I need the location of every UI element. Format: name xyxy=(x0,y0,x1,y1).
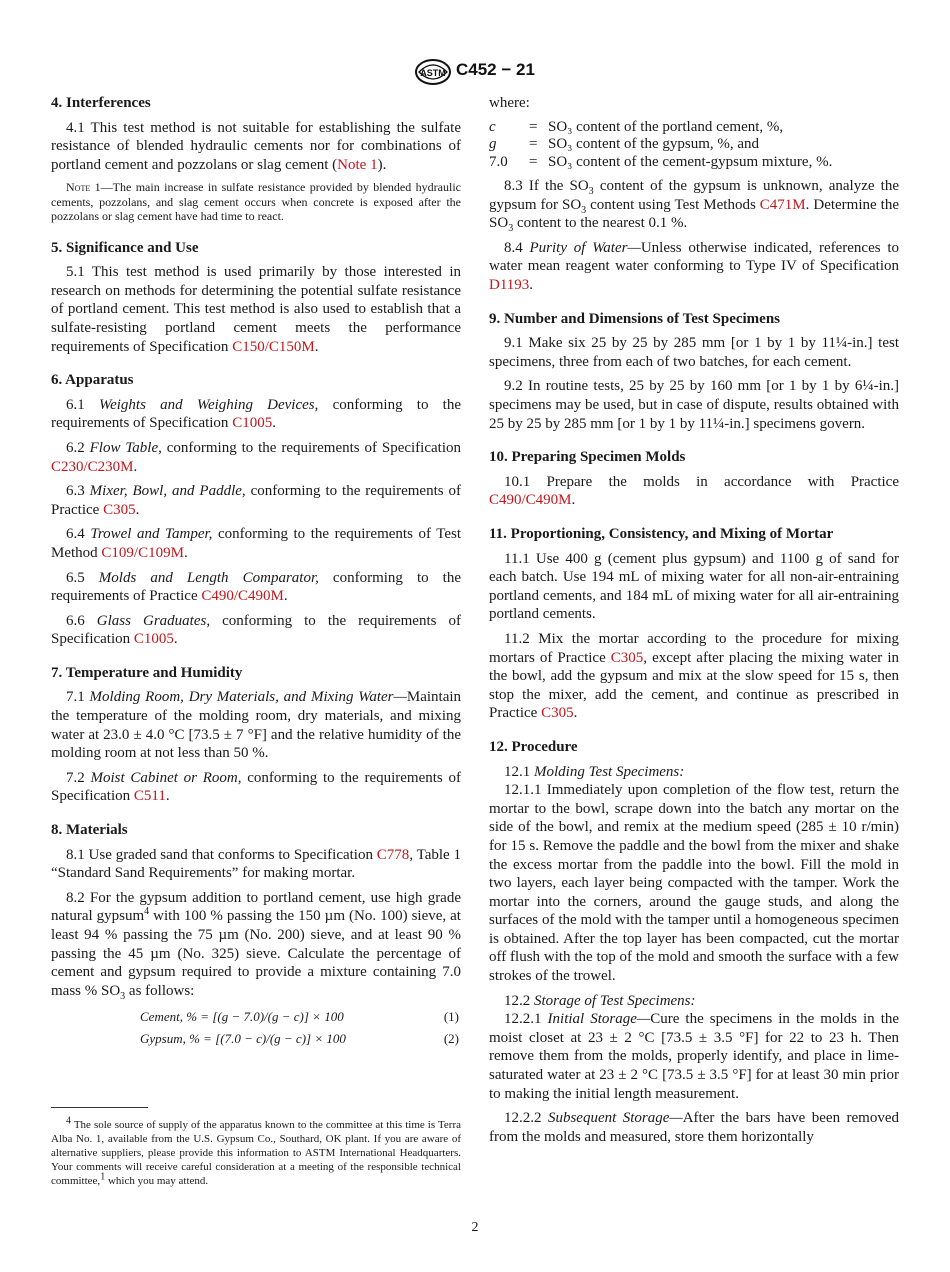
note-1: Note 1—The main increase in sulfate resistance provided by blended hydraulic cements, pozzolans, and slag cement occurs when concrete is exposed after the pozzolans or slag cement have had time to react. xyxy=(51,180,461,224)
paragraph: 8.3 If the $SO_3$ content of the gypsum is unknown, analyze the gypsum for $SO_3$ content using Test Methods C471M. Determine the $SO_3$ content to the nearest 0.1 %. xyxy=(489,178,899,235)
paragraph: 11.2 Mix the mortar according to the procedure for mixing mortars of Practice C305, except after placing the mixing water in the bowl, add the gypsum and mix at the slow speed for 15 s, then stop the mixer, add the cement, and continue as prescribed in Practice C305. xyxy=(489,630,899,722)
page-header xyxy=(0,58,950,84)
paragraph: 6.6 Glass Graduates, conforming to the requirements of Specification C1005. xyxy=(51,612,461,648)
definition-row: 7.0 = SO₃ content of the cement-gypsum mixture, %. xyxy=(489,153,833,170)
reference-link[interactable]: C305 xyxy=(541,705,574,722)
section-heading: 9. Number and Dimensions of Test Specimens xyxy=(489,310,781,327)
paragraph: 9.2 In routine tests, 25 by 25 by 160 mm [or 1 by 1 by 6¼-in.] specimens may be used, but in case of dispute, results obtained with 25 by 25 by 285 mm [or 1 by 1 by 11¼-in.] specimens govern. xyxy=(489,378,899,432)
paragraph: 12.1.1 Immediately upon completion of the flow test, return the mortar to the bowl, scrape down into the batch any mortar on the side of the bowl, and remix at the medium speed (285 ± 10 r/min) for 15 s. Remove the paddle and the bowl from the mixer and shake the excess mortar from the paddle into the bowl. Fill the mold in two layers, each layer being compacted with the tamper. Work the mortar into the corners, around the gauge studs, and along the surfaces of the mold with the tamper until a homogeneous specimen is obtained. After the top layer has been compacted, cut the mortar off flush with the top of the mold and smooth the surface with a few strokes of the trowel. xyxy=(489,782,899,985)
paragraph: 5.1 This test method is used primarily by those interested in research on methods for determining the potential sulfate resistance of portland cement. This test method is also used to establish that a sulfate-resisting portland cement meets the performance requirements of Specification C150/C150M. xyxy=(51,264,461,355)
section-heading: 4. Interferences xyxy=(51,95,151,111)
section-heading: 8. Materials xyxy=(51,822,128,839)
definition-row: c = SO₃ content of the portland cement, %, xyxy=(489,118,784,135)
astm-logo-icon xyxy=(413,58,453,86)
reference-link[interactable]: C1005 xyxy=(232,415,273,432)
paragraph: 12.2.2 Subsequent Storage—After the bars have been removed from the molds and measured, store them horizontally xyxy=(489,1110,900,1145)
definition-row: g = SO₃ content of the gypsum, %, and xyxy=(489,136,760,153)
reference-link[interactable]: C1005 xyxy=(133,631,174,648)
paragraph: 12.2 Storage of Test Specimens: xyxy=(504,992,696,1009)
paragraph: 6.4 Trowel and Tamper, conforming to the requirements of Test Method C109/C109M. xyxy=(51,526,462,561)
footnote: $^4$ The sole source of supply of the apparatus known to the committee at this time is Terra Alba No. 1, available from the U.S. Gypsum Co., Southard, OK plant. If you are aware of alternative suppliers, please provide this information to ASTM International Headquarters. Your comments will receive careful consideration at a meeting of the responsible technical committee,$^1$ which you may attend. xyxy=(51,1115,461,1187)
reference-link[interactable]: C305 xyxy=(610,649,644,666)
reference-link[interactable]: C305 xyxy=(103,501,136,518)
reference-link[interactable]: C511 xyxy=(133,788,166,805)
paragraph: 7.2 Moist Cabinet or Room, conforming to the requirements of Specification C511. xyxy=(51,769,462,805)
reference-link[interactable]: C230/C230M xyxy=(51,458,134,475)
svg-text:ASTM: ASTM xyxy=(420,68,446,78)
equation-1: Cement, % = [(g − 7.0)/(g − c)] × 100 (1) xyxy=(140,1009,459,1025)
paragraph: 6.2 Flow Table, conforming to the requirements of Specification C230/C230M. xyxy=(51,439,461,475)
footnote-rule xyxy=(51,1107,148,1108)
paragraph: 10.1 Prepare the molds in accordance with Practice C490/C490M. xyxy=(489,473,899,509)
paragraph: 6.5 Molds and Length Comparator, conforming to the requirements of Practice C490/C490M. xyxy=(51,569,461,605)
paragraph: 12.2.1 Initial Storage—Cure the specimens in the molds in the moist closet at 23 ± 2 °C [73.5 ± 3.5 °F] for 22 to 23 h. Then remove them from the molds, properly identify, and place in lime-saturated water at 23 ± 2 °C [73.5 ± 3.5 °F] for at least 30 min prior to making the initial length measurement. xyxy=(489,1011,900,1102)
reference-link[interactable]: C109/C109M xyxy=(101,544,184,561)
reference-link[interactable]: C490/C490M xyxy=(489,492,572,509)
paragraph: 9.1 Make six 25 by 25 by 285 mm [or 1 by 1 by 11¼-in.] test specimens, three from each of two batches, for each cement. xyxy=(489,335,899,370)
reference-link[interactable]: C471M xyxy=(759,196,806,213)
variable-definitions xyxy=(489,119,899,172)
where-label: where: xyxy=(489,95,530,111)
reference-link[interactable]: C490/C490M xyxy=(201,588,284,605)
paragraph: 12.1 Molding Test Specimens: xyxy=(504,763,685,780)
section-heading: 5. Significance and Use xyxy=(51,239,199,256)
paragraph: 8.4 Purity of Water—Unless otherwise indicated, references to water mean reagent water conforming to Type IV of Specification D1193. xyxy=(489,239,900,294)
section-heading: 10. Preparing Specimen Molds xyxy=(489,449,686,466)
section-heading: 7. Temperature and Humidity xyxy=(51,664,243,681)
paragraph: 11.1 Use 400 g (cement plus gypsum) and 1100 g of sand for each batch. Use 194 mL of mixing water for all non-air-entraining portland cements, and 184 mL of mixing water for all air-entraining portland cements. xyxy=(489,550,899,623)
section-heading: 12. Procedure xyxy=(489,738,578,755)
equation-2: Gypsum, % = [(7.0 − c)/(g − c)] × 100 (2) xyxy=(140,1031,459,1047)
section-heading: 6. Apparatus xyxy=(51,372,134,389)
section-heading: 11. Proportioning, Consistency, and Mixing of Mortar xyxy=(489,526,834,542)
paragraph: 8.2 For the gypsum addition to portland cement, use high grade natural gypsum$^4$ with 100 % passing the 150 µm (No. 100) sieve, at least 94 % passing the 75 µm (No. 200) sieve, and at least 90 % passing the 45 µm (No. 325) sieve. Calculate the percentage of cement and gypsum required to provide a mixture containing 7.0 mass % $SO_3$ as follows: xyxy=(51,889,461,1002)
page-number: 2 xyxy=(471,1220,479,1235)
reference-link[interactable]: D1193 xyxy=(489,277,530,294)
standard-designation: C452 − 21 xyxy=(456,60,535,79)
paragraph: 6.1 Weights and Weighing Devices, conforming to the requirements of Specification C1005. xyxy=(51,396,462,432)
paragraph: 4.1 This test method is not suitable for establishing the sulfate resistance of blended hydraulic cements nor for combinations of portland cement and pozzolans or slag cement (Note 1). xyxy=(51,119,461,173)
reference-link[interactable]: C150/C150M xyxy=(232,338,315,355)
right-column xyxy=(489,94,899,1152)
note-link[interactable]: Note 1 xyxy=(337,156,378,173)
paragraph: 6.3 Mixer, Bowl, and Paddle, conforming to the requirements of Practice C305. xyxy=(51,483,462,518)
paragraph: 8.1 Use graded sand that conforms to Specification C778, Table 1 “Standard Sand Requirements” for making mortar. xyxy=(51,846,462,882)
left-column xyxy=(51,94,461,1050)
paragraph: 7.1 Molding Room, Dry Materials, and Mixing Water—Maintain the temperature of the molding room, dry materials, and mixing water at 23.0 ± 4.0 °C [73.5 ± 7 °F] and the relative humidity of the molding room at not less than 50 %. xyxy=(51,689,462,762)
reference-link[interactable]: C778 xyxy=(376,846,410,863)
